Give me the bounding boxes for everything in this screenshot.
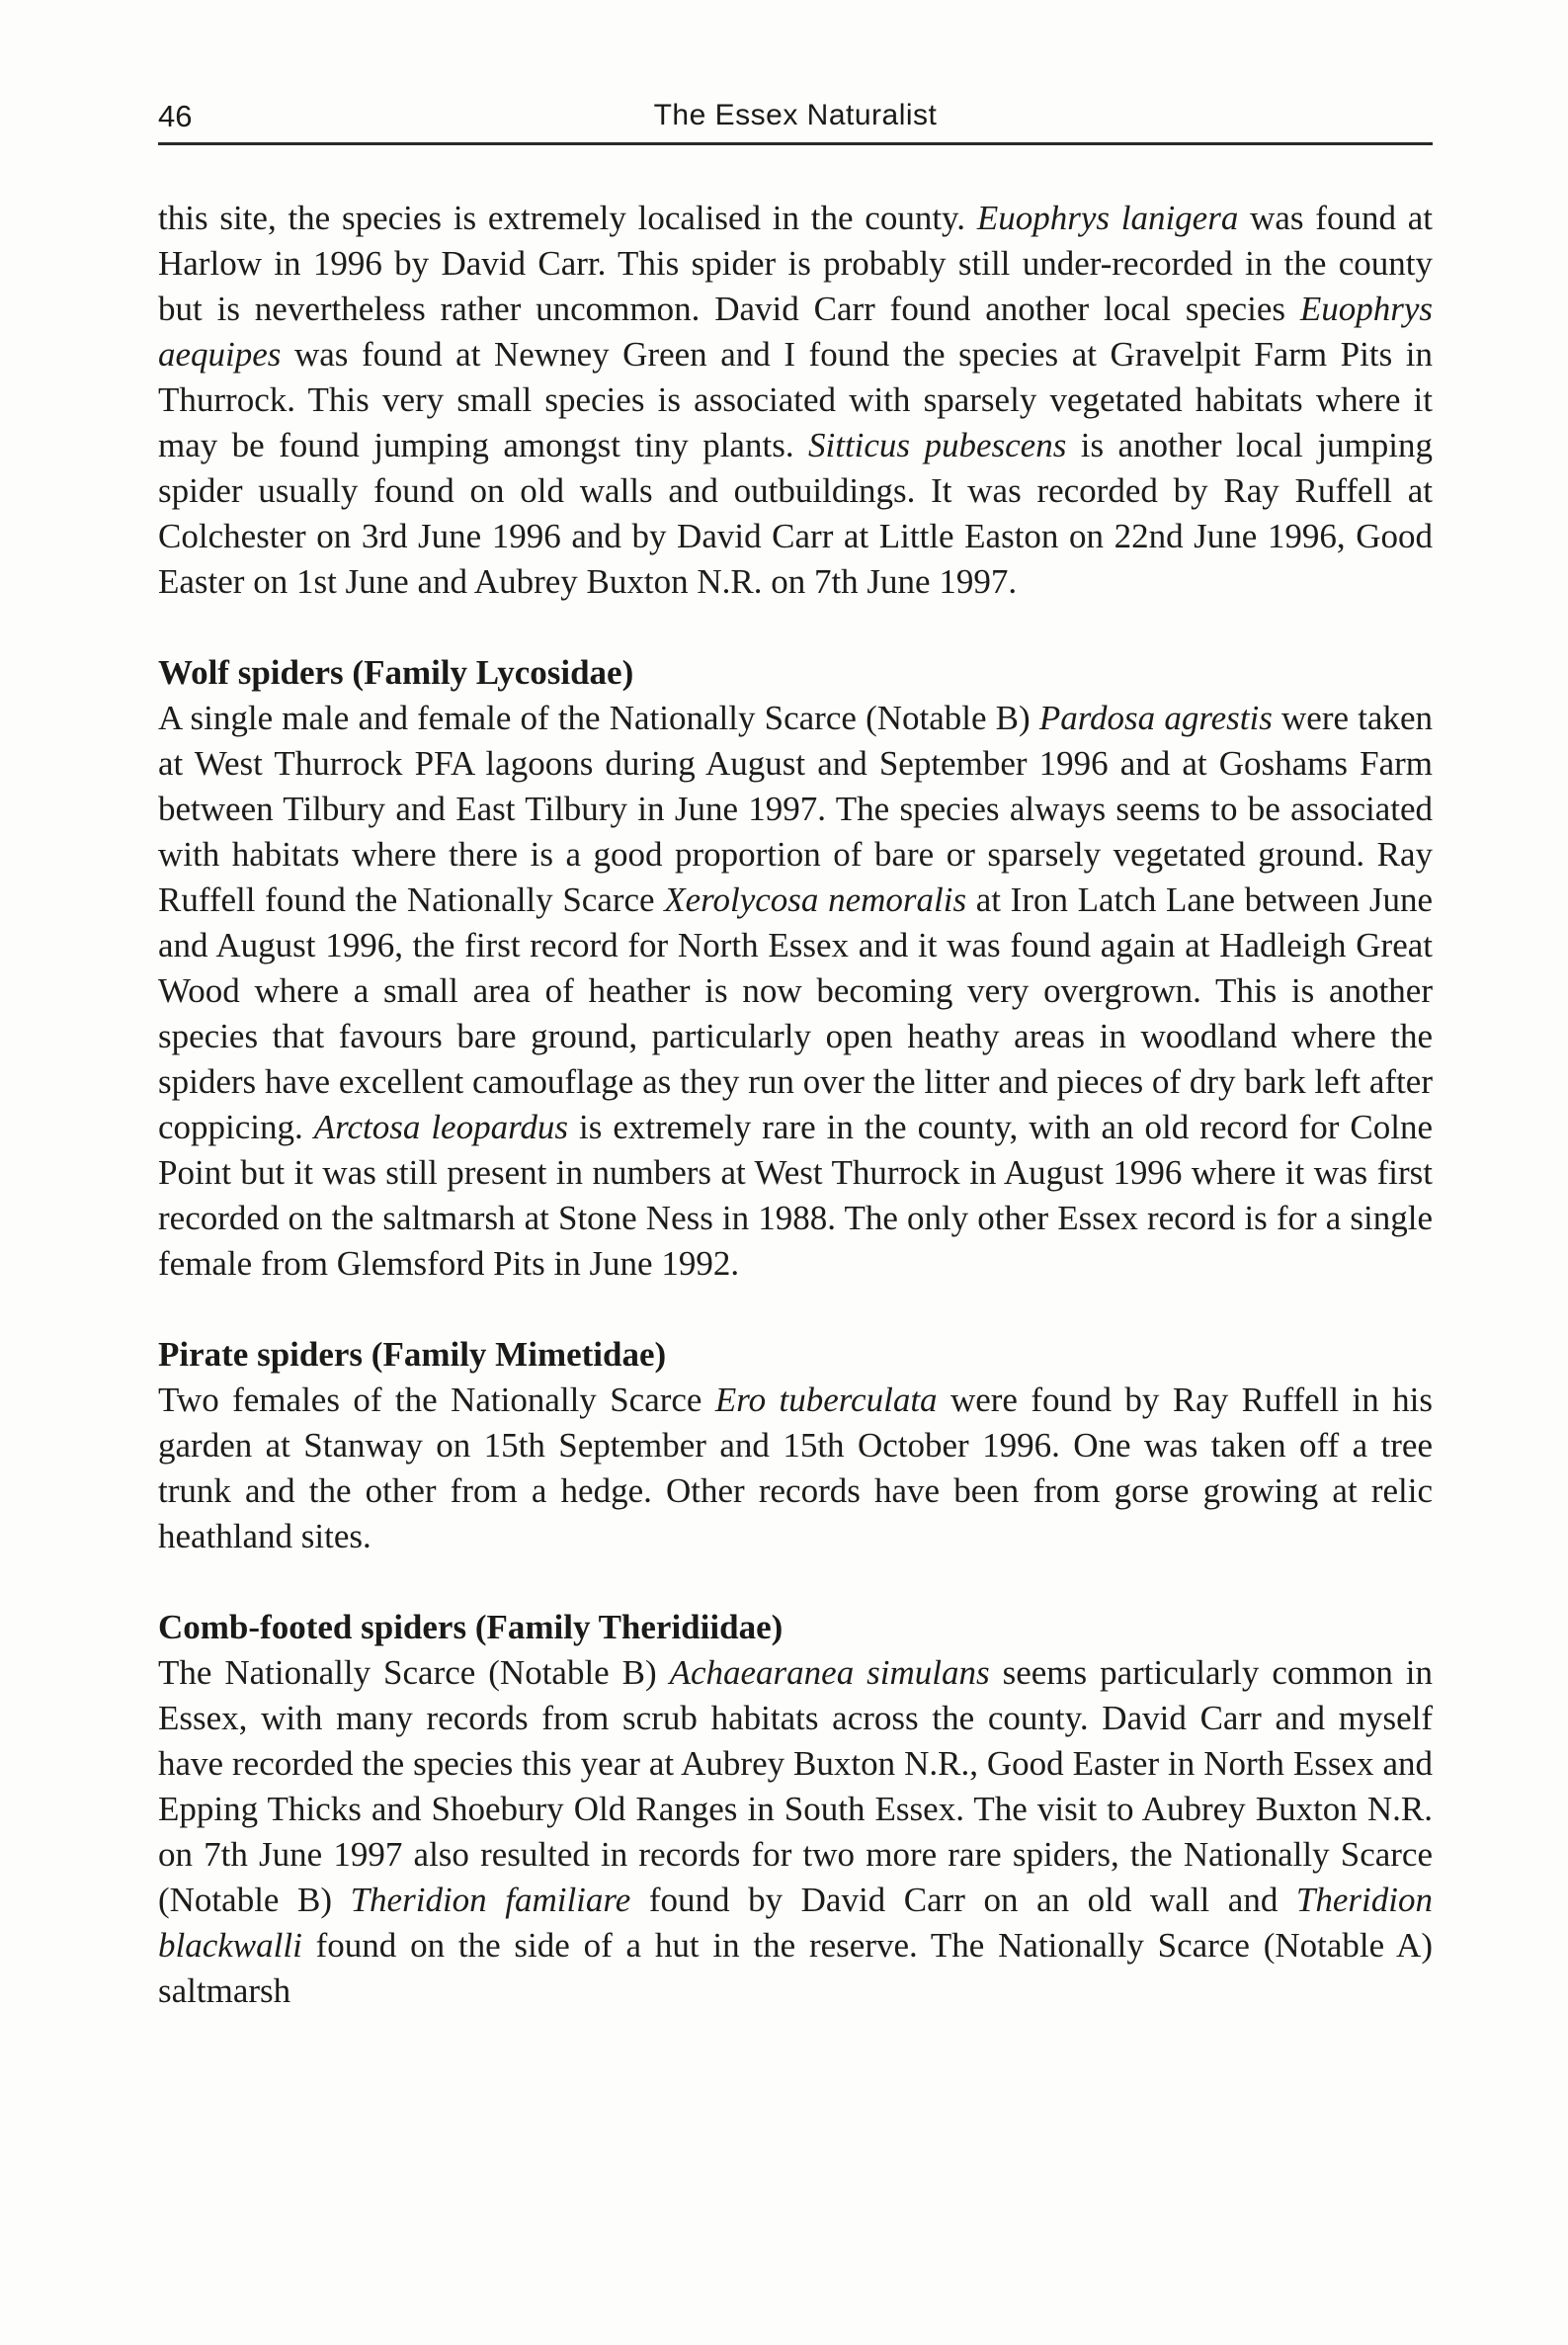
running-header — [158, 95, 1433, 145]
species-name: Sitticus pubescens — [808, 426, 1067, 464]
species-name: Pardosa agrestis — [1038, 699, 1273, 737]
section-comb-footed-spiders — [158, 1605, 1433, 2014]
page-number: 46 — [158, 99, 193, 133]
text-run: A single male and female of the Nationally Scarce (Notable B) — [158, 699, 1039, 737]
text-run: at Iron Latch Lane between June and August 1996, the first record for North Essex and it was found again at Hadleigh Great Wood where a small area of heather is now becoming very overgrown. This is another species that favours bare ground, particularly open heathy areas in woodland where the spiders have excellent camouflage as they run over the litter and pieces of dry bark left after coppicing. — [158, 880, 1434, 1146]
section-heading: Pirate spiders (Family Mimetidae) — [158, 1335, 667, 1374]
text-run: was found at Harlow in 1996 by David Carr. This spider is probably still under-recorded in the county but is nevertheless rather uncommon. David Carr found another local species — [158, 199, 1433, 328]
species-name: Achaearanea simulans — [669, 1653, 990, 1692]
text-run: Two females of the Nationally Scarce — [158, 1381, 715, 1419]
text-run: were taken at West Thurrock PFA lagoons during August and September 1996 and at Goshams Farm between Tilbury and East Tilbury in June 1997. The species always seems to be associated with habitats where there is a good proportion of bare or sparsely vegetated ground. Ray Ruffell found the Nationally Scarce — [158, 699, 1433, 919]
species-name: Euophrys aequipes — [158, 290, 1433, 374]
text-run: is another local jumping spider usually found on old walls and outbuildings. It was recorded by Ray Ruffell at Colchester on 3rd June 1996 and by David Carr at Little Easton on 22nd June 1996, Good Easter on 1st June and Aubrey Buxton N.R. on 7th June 1997. — [158, 426, 1434, 601]
section-paragraph — [158, 696, 1433, 1287]
section-paragraph — [158, 1378, 1433, 1559]
section-wolf-spiders — [158, 650, 1433, 1287]
section-paragraph — [158, 1650, 1433, 2014]
section-heading: Comb-footed spiders (Family Theridiidae) — [158, 1608, 784, 1646]
species-name: Euophrys lanigera — [976, 199, 1239, 237]
journal-title: The Essex Naturalist — [653, 99, 938, 131]
text-run: found on the side of a hut in the reserve. The Nationally Scarce (Notable A) saltmarsh — [158, 1926, 1433, 2010]
section-pirate-spiders — [158, 1332, 1433, 1559]
text-run: found by David Carr on an old wall and — [630, 1881, 1296, 1919]
text-run: this site, the species is extremely localised in the county. — [158, 199, 977, 237]
section-heading: Wolf spiders (Family Lycosidae) — [158, 653, 634, 692]
text-run: were found by Ray Ruffell in his garden at Stanway on 15th September and 15th October 1996. One was taken off a tree trunk and the other from a hedge. Other records have been from gorse growing at relic heathland sites. — [158, 1381, 1433, 1555]
article-body — [158, 196, 1433, 2014]
species-name: Xerolycosa nemoralis — [664, 880, 967, 919]
text-run: seems particularly common in Essex, with many records from scrub habitats across the county. David Carr and myself have recorded the species this year at Aubrey Buxton N.R., Good Easter in North Essex and Epping Thicks and Shoebury Old Ranges in South Essex. The visit to Aubrey Buxton N.R. on 7th June 1997 also resulted in records for two more rare spiders, the Nationally Scarce (Notable B) — [158, 1653, 1433, 1919]
text-run: was found at Newney Green and I found the species at Gravelpit Farm Pits in Thurrock. This very small species is associated with sparsely vegetated habitats where it may be found jumping amongst tiny plants. — [158, 335, 1433, 464]
species-name: Theridion familiare — [350, 1881, 631, 1919]
species-name: Theridion blackwalli — [158, 1881, 1433, 1965]
species-name: Ero tuberculata — [714, 1381, 938, 1419]
text-run: is extremely rare in the county, with an old record for Colne Point but it was still present in numbers at West Thurrock in August 1996 where it was first recorded on the saltmarsh at Stone Ness in 1988. The only other Essex record is for a single female from Glemsford Pits in June 1992. — [158, 1108, 1433, 1283]
species-name: Arctosa leopardus — [313, 1108, 569, 1146]
text-run: The Nationally Scarce (Notable B) — [158, 1653, 670, 1692]
intro-paragraph — [158, 196, 1433, 605]
